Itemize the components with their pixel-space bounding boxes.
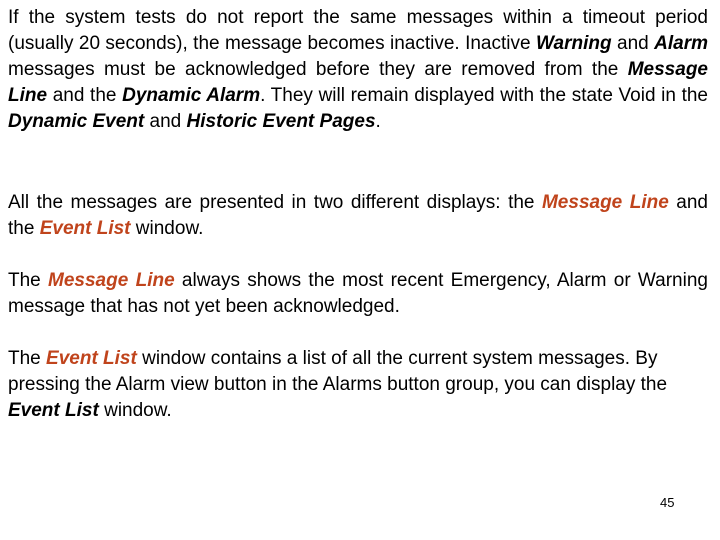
term-alarm: Alarm: [654, 33, 708, 54]
term-warning: Warning: [535, 33, 612, 54]
text-segment: and: [611, 33, 655, 54]
text-segment: window contains a list of all the current system messages. By pressing the Alarm view button in the Alarms button group, you can display the: [8, 348, 668, 395]
paragraph-inactive-messages: [8, 5, 708, 135]
term-dynamic-alarm: Dynamic Alarm: [122, 85, 261, 106]
text-segment: .: [375, 111, 381, 132]
page-number: 45: [660, 495, 675, 510]
term-message-line: Message Line: [8, 59, 708, 106]
text-segment: window.: [98, 400, 172, 421]
text-segment: If the system tests do not report the same messages within a timeout period (usually 20 seconds), the message becomes inactive. Inactive: [8, 7, 708, 54]
text-segment: window.: [130, 218, 204, 239]
text-segment: and: [144, 111, 187, 132]
term-message-line: Message Line: [48, 270, 175, 291]
paragraph-two-displays: [8, 190, 708, 242]
term-event-list: Event List: [8, 400, 99, 421]
text-segment: messages must be acknowledged before they are removed from the: [8, 59, 628, 80]
term-event-list: Event List: [46, 348, 137, 369]
term-historic-event-pages: Historic Event Pages: [186, 111, 376, 132]
text-segment: The: [8, 270, 49, 291]
paragraph-message-line: [8, 268, 708, 320]
term-dynamic-event: Dynamic Event: [8, 111, 145, 132]
text-segment: always shows the most recent Emergency, Alarm or Warning message that has not yet been acknowledged.: [8, 270, 708, 317]
text-segment: All the messages are presented in two different displays: the: [8, 192, 542, 213]
text-segment: The: [8, 348, 47, 369]
text-segment: and the: [47, 85, 123, 106]
term-event-list: Event List: [39, 218, 131, 239]
term-message-line: Message Line: [541, 192, 669, 213]
paragraph-event-list: [8, 346, 708, 424]
text-segment: and the: [8, 192, 709, 239]
text-segment: . They will remain displayed with the state Void in the: [260, 85, 708, 106]
